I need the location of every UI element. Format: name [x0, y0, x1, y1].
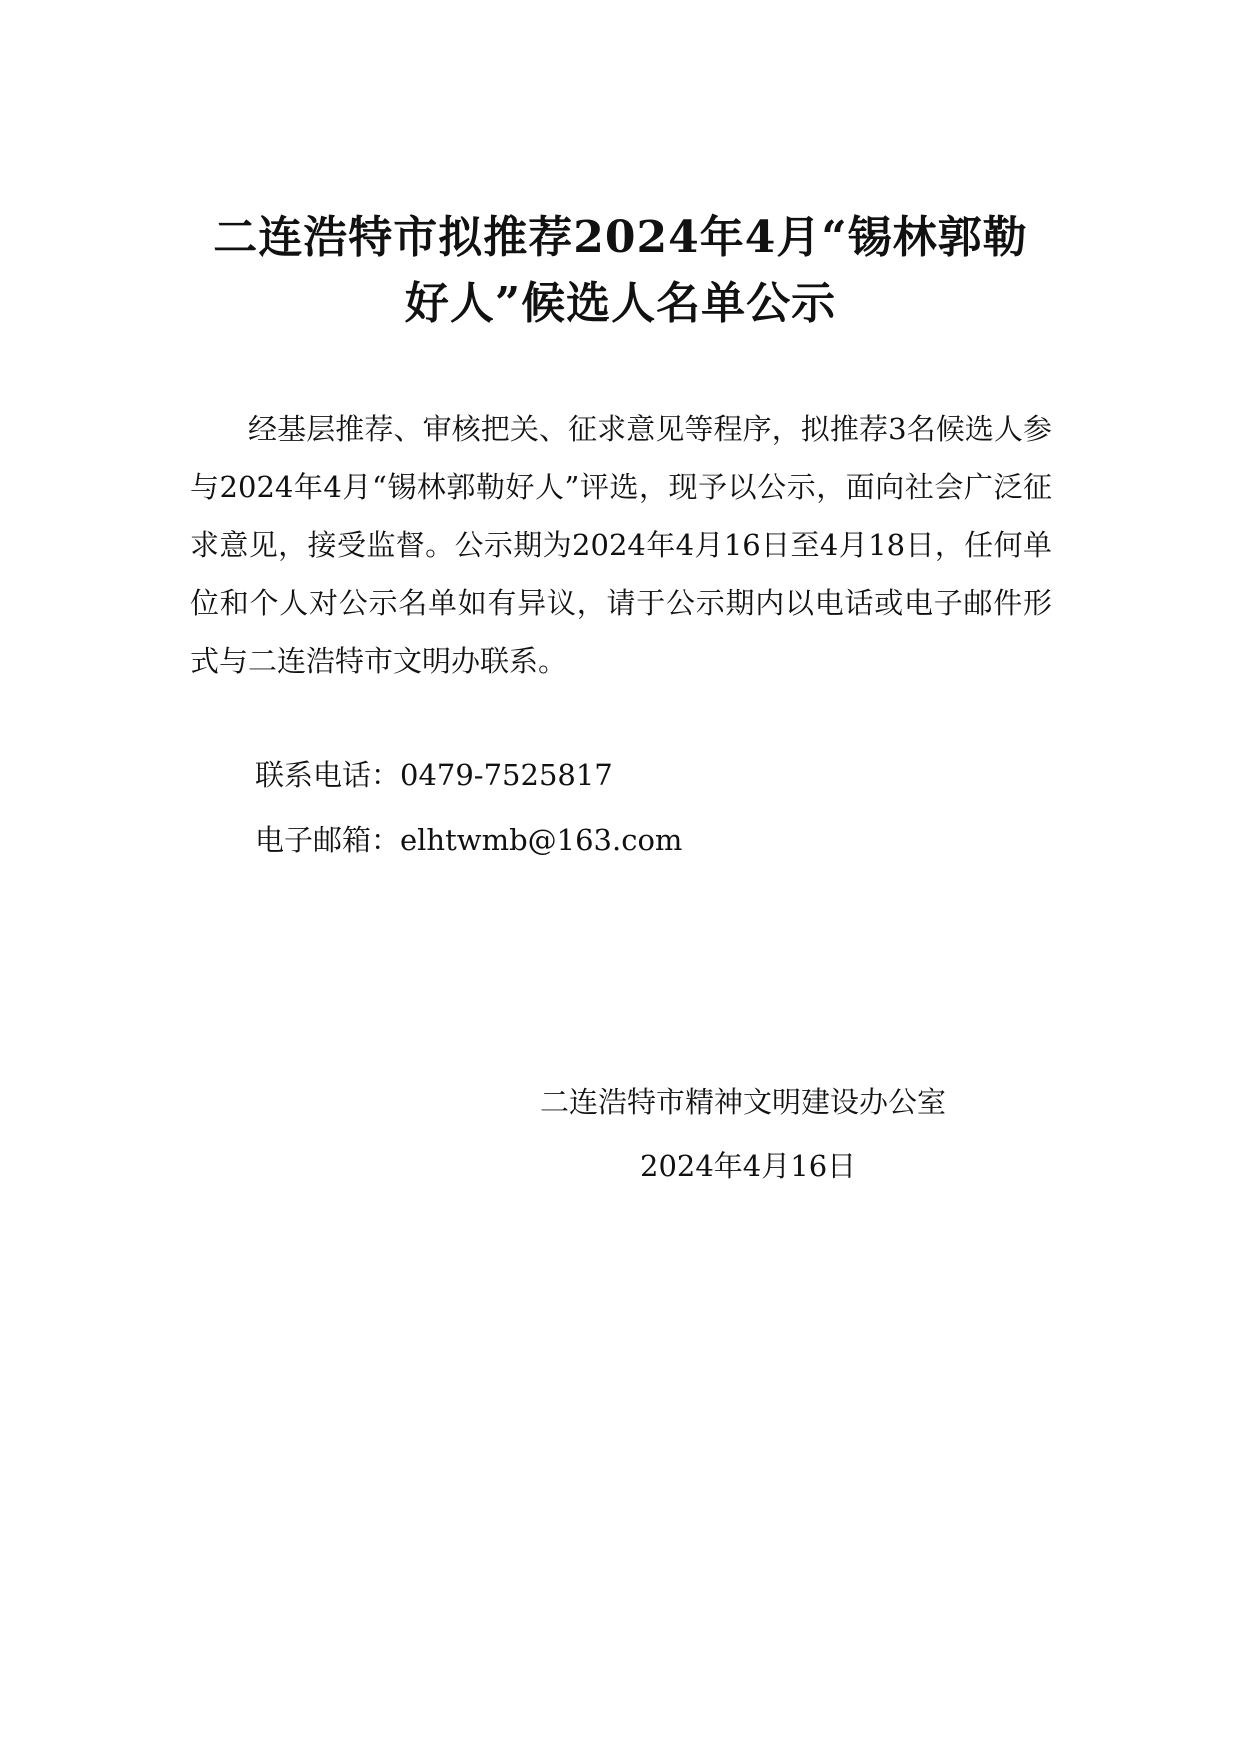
title-line-2: 好人”候选人名单公示 [404, 278, 837, 329]
signature-date: 2024年4月16日 [640, 1149, 857, 1183]
document-body [190, 400, 1052, 690]
title-line-1: 二连浩特市拟推荐2024年4月“锡林郭勒 [213, 212, 1028, 263]
document-title [150, 205, 1091, 337]
contact-email: 电子邮箱：elhtwmb@163.com [255, 823, 683, 857]
contact-phone: 联系电话：0479-7525817 [255, 758, 613, 792]
signature-organization: 二连浩特市精神文明建设办公室 [540, 1085, 947, 1119]
body-paragraph: 经基层推荐、审核把关、征求意见等程序，拟推荐3名候选人参与2024年4月“锡林郭勒好人”评选，现予以公示，面向社会广泛征求意见，接受监督。公示期为2024年4月16日至4月18日，任何单位和个人对公示名单如有异议，请于公示期内以电话或电子邮件形式与二连浩特市文明办联系。 [190, 412, 1052, 678]
